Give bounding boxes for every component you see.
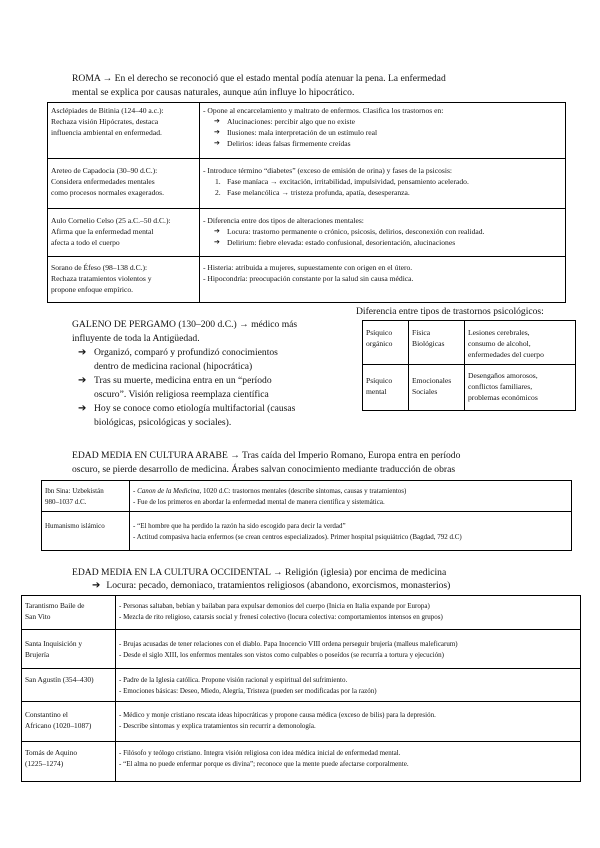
cell-line: 980–1037 d.C. bbox=[45, 497, 87, 506]
cell-line: Considera enfermedades mentales bbox=[51, 177, 155, 186]
galeno-list bbox=[72, 346, 362, 429]
roma-row-1-right bbox=[200, 103, 566, 159]
arabe-table bbox=[41, 480, 572, 551]
ejemplo-cell bbox=[465, 321, 576, 365]
table-row bbox=[48, 159, 566, 209]
cell-line: - Fue de los primeros en abordar la enfermedad mental de manera científica y sistemática. bbox=[133, 497, 385, 506]
cell-line: - Padre de la Iglesia católica. Propone visión racional y espiritual del sufrimiento. bbox=[119, 676, 348, 684]
roma-row-3-right bbox=[200, 209, 566, 257]
list-item: ➔ Locura: trastorno permanente o crónico, psicosis, delirios, desconexión con realidad. bbox=[203, 226, 562, 237]
cell-line: como procesos normales exagerados. bbox=[51, 188, 165, 197]
roma-row-3-left bbox=[48, 209, 200, 257]
roma-row-2-left bbox=[48, 159, 200, 209]
list-item: ➔ Delirium: fiebre elevada: estado confusional, desorientación, alucinaciones bbox=[203, 237, 562, 248]
cell-line: (1225–1274) bbox=[25, 758, 64, 768]
list-item bbox=[72, 402, 362, 429]
occ-row-5-left bbox=[22, 742, 116, 782]
occidental-table bbox=[21, 595, 581, 782]
roma-row-2-right bbox=[200, 159, 566, 209]
table-row bbox=[48, 103, 566, 159]
book-title: Canon de la Medicina bbox=[137, 487, 200, 495]
line-text: , 1020 d.C: trastornos mentales (describe síntomas, causas y tratamientos) bbox=[199, 487, 407, 495]
occ-row-3-right bbox=[116, 669, 581, 702]
cell-line: - Actitud compasiva hacia enfermos (se crean centros especializados). Primer hospital psiquiátrico (Bagdad, 792 d.C) bbox=[133, 532, 462, 541]
list-item: ➔ Delirios: ideas falsas firmemente creídas bbox=[203, 138, 562, 149]
tipo-cell bbox=[363, 365, 409, 411]
table-row bbox=[42, 512, 572, 551]
list-item bbox=[72, 346, 362, 373]
roma-intro-line-1: ROMA → En el derecho se reconoció que el estado mental podía atenuar la pena. La enfermedad bbox=[72, 73, 446, 84]
cell-line: Santa Inquisición y bbox=[25, 639, 83, 648]
galeno-section bbox=[72, 318, 362, 430]
cell-line: Psíquico bbox=[366, 328, 393, 337]
item-line: oscuro”. Visión religiosa reemplaza científica bbox=[94, 388, 269, 400]
arabe-row-1-right bbox=[130, 481, 572, 512]
cell-line: Africano (1020–1087) bbox=[25, 720, 92, 730]
table-row bbox=[48, 209, 566, 257]
bullet-dash: - bbox=[133, 487, 138, 495]
cell-line: - Opone al encarcelamiento y maltrato de enfermos. Clasifica los trastornos en: bbox=[203, 106, 444, 115]
table-row bbox=[42, 481, 572, 512]
cell-line: San Agustín (354–430) bbox=[25, 675, 94, 684]
cell-line: Rechaza tratamientos violentos y bbox=[51, 274, 152, 283]
cell-line: Tomás de Aquino bbox=[25, 748, 78, 757]
arabe-title-line-2: oscuro, se pierde desarrollo de medicina. Árabes salvan conocimiento mediante traducción de obras bbox=[72, 463, 456, 475]
cell-line: Biológicas bbox=[412, 339, 445, 348]
sub-text: Locura: pecado, demoniaco, tratamientos religiosos (abandono, exorcismos, monasterios) bbox=[106, 580, 451, 591]
cell-line: Sociales bbox=[412, 387, 438, 396]
list-item: ➔ Ilusiones: mala interpretación de un estímulo real bbox=[203, 127, 562, 138]
cell-line: San Vito bbox=[25, 611, 51, 621]
cell-line: - Brujas acusadas de tener relaciones con el diablo. Papa Inocencio VIII ordena perseguir brujería (malleus maleficarum) bbox=[119, 640, 458, 648]
diferencia-table bbox=[362, 320, 576, 411]
cell-line: Asclépiades de Bitinia (124–40 a.c.): bbox=[51, 106, 164, 115]
cell-line: Ibn Sina: Uzbekistán bbox=[45, 487, 104, 495]
cell-line: influencia ambiental en enfermedad. bbox=[51, 128, 162, 137]
roma-row-4-right bbox=[200, 257, 566, 303]
roma-intro-line-2: mental se explica por causas naturales, aunque aún influye lo hipocrático. bbox=[72, 86, 355, 98]
cell-line: - “El alma no puede enfermar porque es divina”; reconoce que la mente puede afectarse corporalmente. bbox=[119, 759, 409, 768]
table-row bbox=[363, 321, 576, 365]
cell-line: Humanismo islámico bbox=[45, 522, 105, 530]
cell-line: Constantino el bbox=[25, 710, 68, 719]
causa-cell bbox=[409, 365, 465, 411]
cell-line: enfermedades del cuerpo bbox=[468, 350, 544, 359]
list-item: 1. Fase maníaca → excitación, irritabilidad, impulsividad, pensamiento acelerado. bbox=[215, 177, 469, 186]
arabe-row-2-left bbox=[42, 512, 130, 551]
table-row bbox=[22, 702, 581, 742]
cell-line: propone enfoque empírico. bbox=[51, 285, 134, 294]
symptom-list bbox=[203, 116, 562, 149]
cell-line: orgánico bbox=[366, 339, 393, 348]
alteration-list bbox=[203, 226, 562, 248]
arabe-intro bbox=[72, 449, 572, 476]
item-text: Fase melancólica → tristeza profunda, apatía, desesperanza. bbox=[227, 188, 410, 197]
occidental-title: EDAD MEDIA EN LA CULTURA OCCIDENTAL → Religión (iglesia) por encima de medicina bbox=[72, 567, 447, 578]
cell-line: - Personas saltaban, bebían y bailaban para expulsar demonios del cuerpo (Inicia en Italia expande por Europa) bbox=[119, 602, 430, 610]
cell-line: - Desde el siglo XIII, los enfermos mentales son vistos como culpables o poseídos (se recurría a tortura y ejecución) bbox=[119, 650, 445, 659]
occ-row-2-right bbox=[116, 630, 581, 669]
item-line: ➔ Hoy se conoce como etiología multifactorial (causas bbox=[94, 403, 296, 414]
cell-line: - Describe síntomas y explica tratamientos sin recurrir a demonología. bbox=[119, 721, 316, 730]
table-row bbox=[22, 630, 581, 669]
cell-line: problemas económicos bbox=[468, 393, 538, 402]
item-line: ➔ Organizó, comparó y profundizó conocimientos bbox=[94, 347, 278, 358]
roma-intro bbox=[72, 72, 572, 99]
occ-row-1-right bbox=[116, 596, 581, 630]
cell-line: Emocionales bbox=[412, 376, 452, 385]
occ-row-4-right bbox=[116, 702, 581, 742]
phase-list bbox=[203, 176, 562, 198]
cell-line: conflictos familiares, bbox=[468, 382, 533, 391]
occ-row-4-left bbox=[22, 702, 116, 742]
causa-cell bbox=[409, 321, 465, 365]
diferencia-title: Diferencia entre tipos de trastornos psicológicos: bbox=[356, 306, 544, 317]
list-item: ➔ Alucinaciones: percibir algo que no existe bbox=[203, 116, 562, 127]
arabe-title-line-1: EDAD MEDIA EN CULTURA ARABE → Tras caída del Imperio Romano, Europa entra en período bbox=[72, 450, 461, 461]
occ-row-3-left bbox=[22, 669, 116, 702]
item-text: Fase maníaca → excitación, irritabilidad, impulsividad, pensamiento acelerado. bbox=[227, 177, 469, 186]
arrow-icon: ➔ bbox=[92, 580, 101, 591]
cell-line: - Introduce término “diabetes” (exceso de emisión de orina) y fases de la psicosis: bbox=[203, 166, 453, 175]
cell-line: - “El hombre que ha perdido la razón ha sido escogido para decir la verdad” bbox=[133, 522, 346, 530]
item-line: dentro de medicina racional (hipocrática) bbox=[94, 360, 253, 372]
arabe-row-1-left bbox=[42, 481, 130, 512]
roma-row-1-left bbox=[48, 103, 200, 159]
cell-line: - Hipocondría: preocupación constante por la salud sin causa médica. bbox=[203, 274, 414, 283]
cell-line: afecta a todo el cuerpo bbox=[51, 238, 120, 247]
item-line: biológicas, psicológicas y sociales). bbox=[94, 416, 232, 428]
occidental-sub bbox=[92, 579, 582, 593]
cell-line bbox=[133, 486, 568, 497]
table-row bbox=[363, 365, 576, 411]
occ-row-1-left bbox=[22, 596, 116, 630]
cell-line: - Médico y monje cristiano rescata ideas hipocráticas y propone causa médica (exceso de bilis) para la depresión. bbox=[119, 711, 436, 719]
galeno-title-line-2: influyente de toda la Antigüedad. bbox=[72, 332, 200, 344]
cell-line: - Diferencia entre dos tipos de alteraciones mentales: bbox=[203, 216, 364, 225]
list-item bbox=[72, 374, 362, 401]
item-line: ➔ Tras su muerte, medicina entra en un “período bbox=[94, 375, 272, 386]
cell-line: Areteo de Capadocia (30–90 d.C.): bbox=[51, 166, 158, 175]
cell-line: Desengaños amorosos, bbox=[468, 371, 538, 380]
cell-line: - Emociones básicas: Deseo, Miedo, Alegría, Tristeza (pueden ser modificadas por la razón) bbox=[119, 686, 377, 695]
cell-line: Psíquico bbox=[366, 376, 393, 385]
cell-line: Física bbox=[412, 328, 431, 337]
ejemplo-cell bbox=[465, 365, 576, 411]
table-row bbox=[22, 742, 581, 782]
cell-line: Aulo Cornelio Celso (25 a.C.–50 d.C.): bbox=[51, 216, 171, 225]
tipo-cell bbox=[363, 321, 409, 365]
cell-line: - Filósofo y teólogo cristiano. Integra visión religiosa con idea médica inicial de enfermedad mental. bbox=[119, 749, 401, 757]
cell-line: mental bbox=[366, 387, 387, 396]
list-item: 2. Fase melancólica → tristeza profunda, apatía, desesperanza. bbox=[215, 188, 410, 197]
roma-row-4-left bbox=[48, 257, 200, 303]
galeno-title-line-1: GALENO DE PERGAMO (130–200 d.C.) → médico más bbox=[72, 319, 298, 330]
roma-table bbox=[47, 102, 566, 303]
cell-line: - Histeria: atribuida a mujeres, supuestamente con origen en el útero. bbox=[203, 263, 413, 272]
cell-line: Tarantismo Baile de bbox=[25, 601, 85, 610]
cell-line: consumo de alcohol, bbox=[468, 339, 531, 348]
table-row bbox=[22, 669, 581, 702]
cell-line: - Mezcla de rito religioso, catarsis social y frenesí colectivo (locura colectiva: comportamientos intensos en grupos) bbox=[119, 612, 443, 621]
table-row bbox=[22, 596, 581, 630]
table-row bbox=[48, 257, 566, 303]
cell-line: Sorano de Éfeso (98–138 d.C.): bbox=[51, 263, 148, 272]
occ-row-2-left bbox=[22, 630, 116, 669]
cell-line: Lesiones cerebrales, bbox=[468, 328, 530, 337]
arabe-row-2-right bbox=[130, 512, 572, 551]
cell-line: Rechaza visión Hipócrates, destaca bbox=[51, 117, 159, 126]
cell-line: Brujería bbox=[25, 649, 50, 659]
occ-row-5-right bbox=[116, 742, 581, 782]
cell-line: Afirma que la enfermedad mental bbox=[51, 227, 154, 236]
